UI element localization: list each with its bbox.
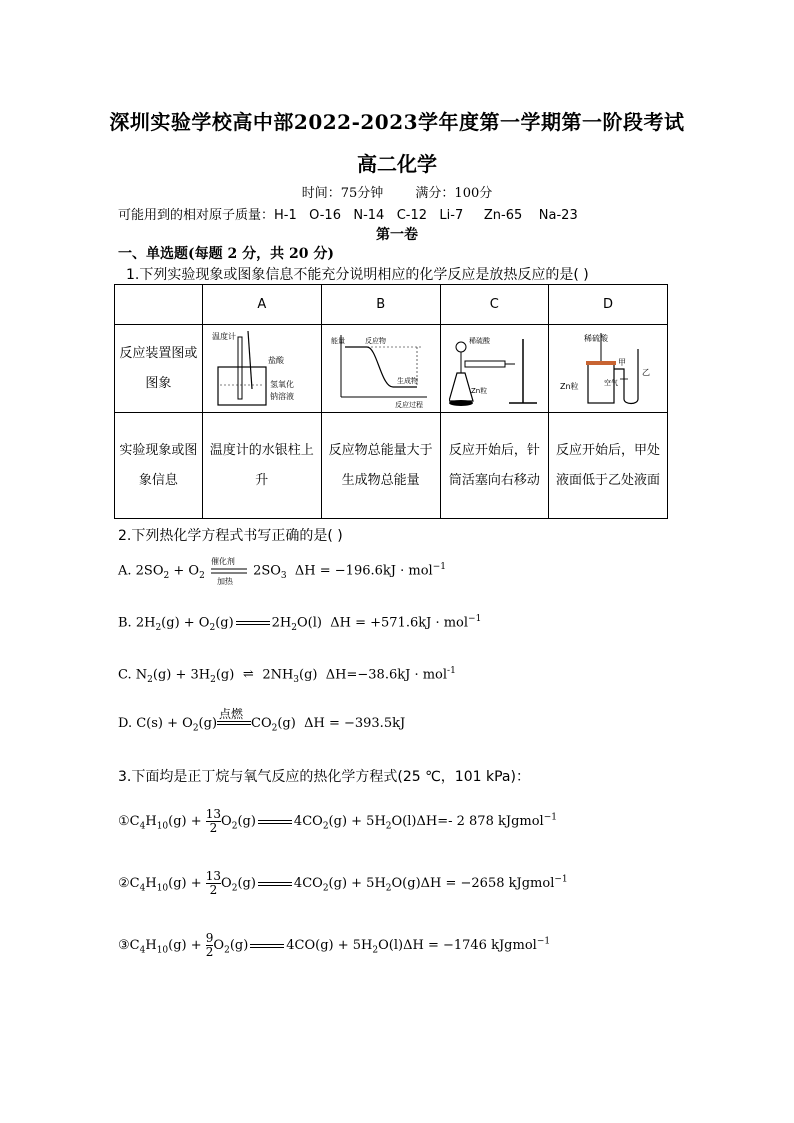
fig-d-label-yi: 乙 [642, 367, 651, 377]
section-heading: 一、单选题(每题 2 分，共 20 分) [118, 246, 334, 262]
q3-e2-dh: ΔH = −2658 kJgmol [420, 876, 555, 891]
equals-sign-icon [258, 820, 292, 824]
fig-c-label-acid: 稀硫酸 [469, 336, 491, 345]
exam-info [0, 182, 794, 201]
q3-equation-1: $①C_4H_{10}(g)$ + $\frac{13}{2}$ $O_2(g) 4CO_2(g) + 5H_2O(l)\Delta H=-$ 2 878 kJgmol$^{-1}$ [118, 807, 557, 835]
equals-sign-icon [258, 882, 292, 886]
q1-info-a: 温度计的水银柱上升 [202, 413, 321, 519]
reversible-arrow-icon [209, 556, 249, 586]
equals-sign-icon [250, 944, 284, 948]
exam-title: 深圳实验学校高中部2022-2023学年度第一学期第一阶段考试 [109, 110, 685, 134]
syringe [465, 361, 505, 367]
q1-table [114, 284, 668, 519]
atomic-masses: 可能用到的相对原子质量：H-1 O-16 N-14 C-12 Li-7 Zn-65 Na-23 [118, 208, 578, 223]
q2-option-b: B. $2H_2(g) + O_2(g)$ $2H_2O(l) \Delta H = +571.6kJ \cdot mol^{-1}$ [118, 614, 482, 633]
q2-stem: 2.下列热化学方程式书写正确的是( ) [118, 528, 343, 544]
q2-a-label: A. [118, 563, 132, 579]
fig-a-label-acid: 盐酸 [267, 355, 284, 365]
q2-option-c: C. $N_2(g) + 3H_2(g)$ ⇌ $2NH_3(g) \Delta H=-38.6kJ \cdot mol^{-1}$ [118, 666, 456, 685]
fig-b-cell [321, 325, 440, 413]
q3-e2-label: ② [118, 876, 130, 891]
fig-d-label-acid: 稀硫酸 [584, 333, 609, 343]
q2-c-label: C. [118, 667, 132, 683]
q2-a-cond-top: 催化剂 [210, 556, 235, 566]
q1-header-blank [115, 285, 203, 325]
fig-d-label-jia: 甲 [618, 357, 627, 367]
fig-b-label-product: 生成物 [396, 376, 418, 385]
flask [449, 373, 473, 401]
q1-stem: 1.下列实验现象或图象信息不能充分说明相应的化学反应是放热反应的是( ) [126, 267, 589, 283]
q3-e1-label: ① [118, 814, 130, 829]
q1-info-b: 反应物总能量大于生成物总能量 [321, 413, 440, 519]
exam-score: 满分：100分 [415, 186, 493, 201]
fig-d-cell [549, 325, 668, 413]
q1-row1-label: 反应装置图或图象 [115, 325, 203, 413]
energy-diagram-figure [331, 329, 431, 409]
u-tube-figure [558, 329, 658, 409]
q2-d-cond: 点燃 [219, 706, 244, 721]
subject-title: 高二化学 [357, 152, 437, 176]
q2-a-cond-bot: 加热 [216, 576, 233, 586]
fig-c-label-zn: Zn粒 [471, 386, 488, 395]
fig-b-label-energy: 能量 [330, 336, 345, 345]
fig-b-label-process: 反应过程 [394, 400, 423, 409]
fig-a-label-thermo: 温度计 [211, 331, 236, 341]
q2-d-label: D. [118, 716, 133, 731]
equals-sign-icon [236, 621, 270, 625]
q2-b-dh: ΔH = +571.6kJ · mol [330, 615, 469, 631]
thermometer [238, 337, 242, 399]
q3-equation-3: $③C_4H_{10}(g)$ + $\frac{9}{2}$ $O_2(g) 4CO(g) + 5H_2O(l)\Delta H = -1746$ kJgmol$^{-1}$ [118, 931, 551, 959]
q2-option-d: D. $C(s) + O_2(g)$ 点燃 $CO_2(g) \Delta H = -393.5kJ$ [118, 706, 406, 734]
q1-info-c: 反应开始后，针筒活塞向右移动 [440, 413, 549, 519]
fig-c-cell [440, 325, 549, 413]
q1-col-c: C [440, 285, 549, 325]
q3-e3-dh: ΔH = −1746 kJgmol [403, 938, 537, 953]
q2-b-label: B. [118, 615, 132, 631]
fig-a-cell [202, 325, 321, 413]
fig-b-label-reactant: 反应物 [364, 336, 386, 345]
q3-e1-dh: ΔH=- 2 878 kJgmol [416, 814, 544, 829]
q1-col-b: B [321, 285, 440, 325]
reversible-arrow-icon: ⇌ [242, 667, 254, 683]
q2-a-dh: ΔH = −196.6kJ · mol [294, 563, 433, 579]
q2-c-dh: ΔH=−38.6kJ · mol [325, 667, 448, 683]
q2-option-a: A. $2SO_2 + O_2$ 催化剂 加热 $2SO_3$ ΔH = −196.6kJ · mol$^{-1}$ [118, 556, 446, 586]
stopper [586, 361, 616, 365]
q1-info-d: 反应开始后，甲处液面低于乙处液面 [549, 413, 668, 519]
dropper [248, 331, 252, 389]
fig-a-label-naoh2: 钠溶液 [269, 391, 294, 401]
funnel [456, 342, 466, 352]
exam-time: 时间：75分钟 [301, 186, 384, 201]
q1-col-a: A [202, 285, 321, 325]
q3-equation-2: $②C_4H_{10}(g)$ + $\frac{13}{2}$ $O_2(g) 4CO_2(g) + 5H_2O(g)\Delta H = -2658$ kJgmol$^{-1}$ [118, 869, 568, 897]
volume-heading: 第一卷 [376, 227, 418, 243]
beaker-thermometer-figure [212, 329, 312, 409]
equals-sign-icon [217, 706, 251, 731]
burner [449, 400, 473, 406]
q1-col-d: D [549, 285, 668, 325]
syringe-flask-figure [449, 329, 539, 409]
q3-e3-label: ③ [118, 938, 130, 953]
fig-d-label-zn: Zn粒 [560, 381, 579, 391]
q2-d-dh: ΔH = −393.5kJ [304, 716, 406, 731]
q3-stem: 3.下面均是正丁烷与氧气反应的热化学方程式(25 ℃，101 kPa)： [118, 769, 530, 785]
fig-a-label-naoh1: 氢氧化 [269, 379, 294, 389]
fig-d-label-air: 空气 [604, 378, 619, 387]
q1-row2-label: 实验现象或图象信息 [115, 413, 203, 519]
